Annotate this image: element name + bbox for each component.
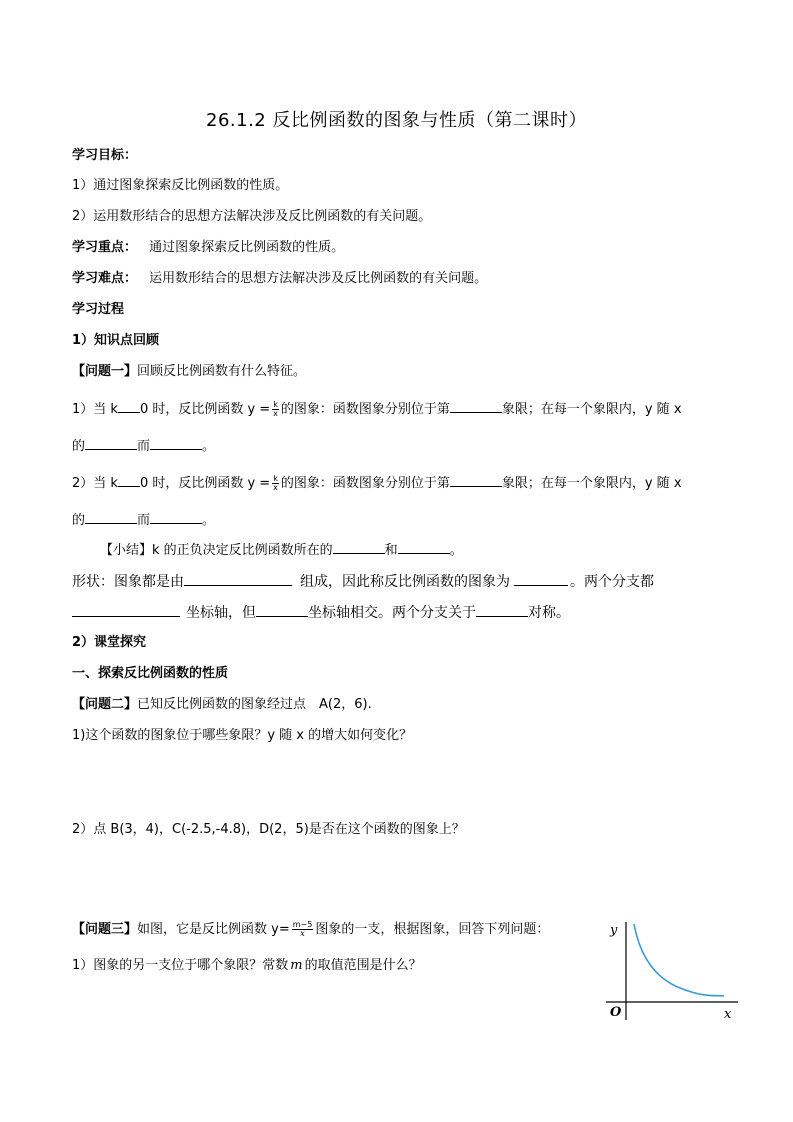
shape-line-2 — [72, 604, 570, 621]
shape2-text-b: 坐标轴相交。两个分支关于 — [308, 605, 476, 621]
key-point — [72, 240, 344, 256]
blank — [398, 541, 450, 554]
review-item-1-cont — [72, 437, 215, 455]
r1-text-d: 象限；在每一个象限内，y 随 x — [501, 402, 682, 417]
shape2-text-c: 对称。 — [528, 605, 570, 621]
blank — [333, 541, 385, 554]
review-item-2-cont — [72, 511, 215, 529]
shape-line-1 — [72, 573, 654, 590]
key-text: 通过图象探索反比例函数的性质。 — [149, 240, 345, 255]
blank — [85, 437, 137, 450]
question-2-part-2: 2）点 B(3，4)，C(-2.5,-4.8)，D(2，5)是否在这个函数的图象上？ — [72, 822, 465, 837]
r1-text-b: 0 时，反比例函数 y = — [139, 402, 271, 417]
review-item-1 — [72, 400, 682, 418]
diff-text: 运用数形结合的思想方法解决涉及反比例函数的有关问题。 — [149, 271, 488, 286]
q3-frac-den: x — [300, 929, 305, 938]
blank — [72, 604, 180, 617]
q3-1-text-a: 1）图象的另一支位于哪个象限？常数 — [72, 958, 289, 973]
q3-text-b: 图象的一支，根据图象，回答下列问题： — [315, 922, 550, 937]
blank — [184, 573, 292, 586]
frac-num: k — [273, 474, 278, 483]
r1-text-a: 1）当 k — [72, 402, 118, 417]
r1-text-g: 。 — [202, 439, 216, 454]
blank — [514, 573, 568, 586]
shape-text-c: 。两个分支都 — [570, 574, 654, 590]
fraction-k-over-x — [272, 475, 279, 492]
question-3-part-1 — [72, 958, 422, 974]
blank — [476, 604, 528, 617]
question-3 — [72, 921, 549, 938]
process-heading: 学习过程 — [72, 302, 125, 317]
frac-num: k — [273, 400, 278, 409]
r2-text-b: 0 时，反比例函数 y = — [139, 476, 271, 491]
q1-text: 回顾反比例函数有什么特征。 — [137, 364, 307, 379]
r2-text-c: 的图象：函数图象分别位于第 — [280, 476, 450, 491]
page-title: 26.1.2 反比例函数的图象与性质（第二课时） — [206, 110, 587, 131]
section-1-heading: 一、探索反比例函数的性质 — [72, 666, 229, 681]
r2-text-d: 象限；在每一个象限内，y 随 x — [501, 476, 682, 491]
r1-text-f: 而 — [137, 439, 151, 454]
blank — [85, 511, 137, 524]
sum-text-a: 【小结】k 的正负决定反比例函数所在的 — [100, 543, 333, 558]
summary — [100, 541, 463, 559]
x-axis-label: x — [724, 1007, 732, 1022]
fraction-k-over-x — [272, 401, 279, 418]
blank — [118, 474, 140, 487]
question-1 — [72, 364, 306, 380]
hyperbola-graph — [600, 916, 740, 1026]
blank — [450, 400, 502, 413]
question-2-part-1: 1)这个函数的图象位于哪些象限？y 随 x 的增大如何变化？ — [72, 728, 413, 743]
q3-text-a: 如图，它是反比例函数 y= — [137, 922, 290, 937]
blank — [150, 437, 202, 450]
q2-label: 【问题二】 — [72, 697, 138, 712]
hyperbola-branch — [634, 924, 724, 996]
y-axis-label: y — [610, 923, 618, 938]
review-heading: 1）知识点回顾 — [72, 333, 160, 348]
r2-text-a: 2）当 k — [72, 476, 118, 491]
sum-text-c: 。 — [449, 543, 463, 558]
blank — [450, 474, 502, 487]
blank — [118, 400, 140, 413]
question-2 — [72, 697, 372, 713]
origin-label: O — [610, 1005, 622, 1020]
review-item-2 — [72, 474, 682, 492]
shape-text-a: 形状：图象都是由 — [72, 574, 184, 590]
blank — [150, 511, 202, 524]
sum-text-b: 和 — [384, 543, 398, 558]
frac-den: x — [273, 409, 278, 418]
goals-heading: 学习目标： — [72, 148, 138, 163]
q3-frac-num: m−5 — [292, 920, 313, 929]
r1-text-e: 的 — [72, 439, 86, 454]
key-label: 学习重点： — [72, 240, 138, 255]
difficulty — [72, 271, 487, 287]
r2-text-g: 。 — [202, 513, 216, 528]
goal-2: 2）运用数形结合的思想方法解决涉及反比例函数的有关问题。 — [72, 209, 432, 224]
goal-1: 1）通过图象探索反比例函数的性质。 — [72, 178, 289, 193]
explore-heading: 2）课堂探究 — [72, 635, 147, 650]
r2-text-f: 而 — [137, 513, 151, 528]
q3-1-text-b: 的取值范围是什么？ — [304, 958, 422, 973]
r1-text-c: 的图象：函数图象分别位于第 — [280, 402, 450, 417]
r2-text-e: 的 — [72, 513, 86, 528]
diff-label: 学习难点： — [72, 271, 138, 286]
blank — [256, 604, 308, 617]
q3-1-m: m — [290, 958, 303, 973]
frac-den: x — [273, 483, 278, 492]
q3-label: 【问题三】 — [72, 922, 138, 937]
q1-label: 【问题一】 — [72, 364, 138, 379]
shape2-text-a: 坐标轴，但 — [186, 605, 256, 621]
fraction-m5-over-x — [292, 921, 314, 938]
q2-text: 已知反比例函数的图象经过点 A(2，6). — [137, 697, 372, 712]
shape-text-b: 组成，因此称反比例函数的图象为 — [300, 574, 510, 590]
